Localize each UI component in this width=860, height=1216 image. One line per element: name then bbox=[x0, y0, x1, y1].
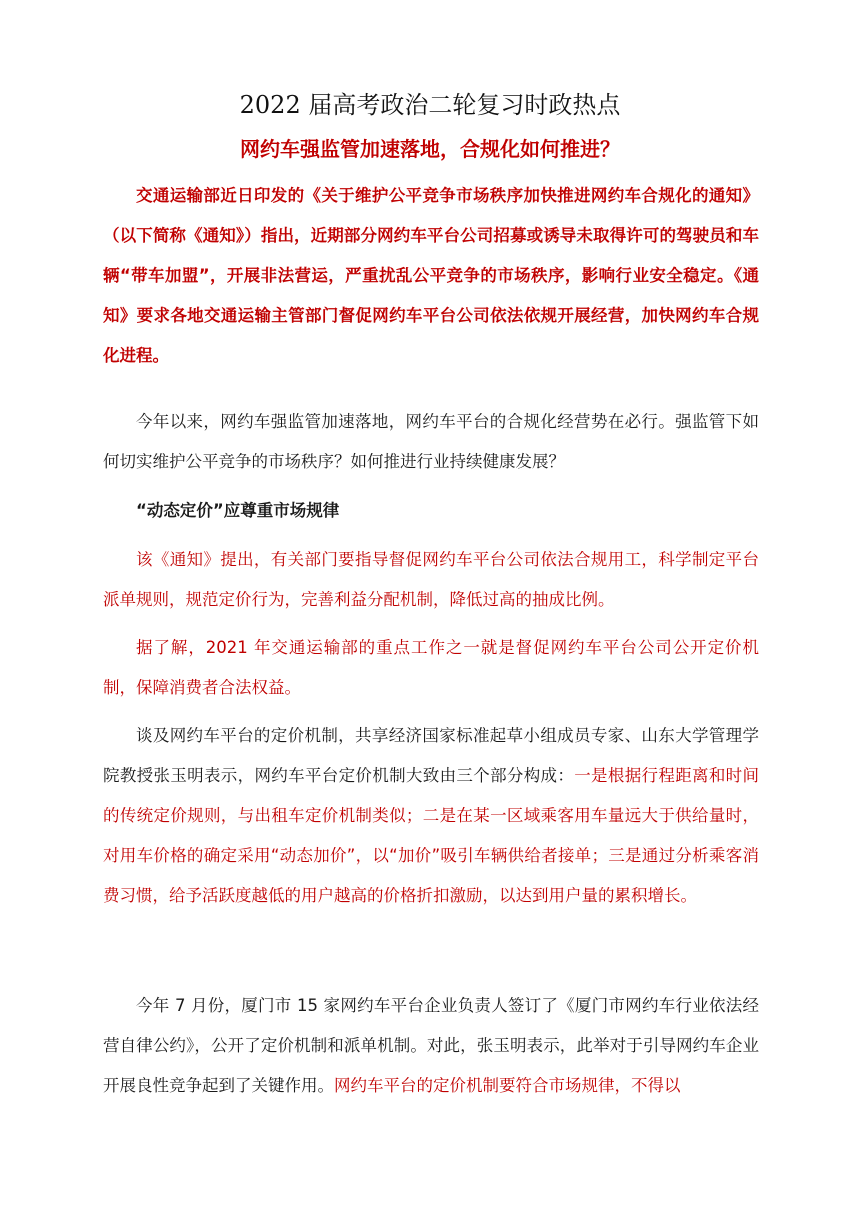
xiamen-text: 今年 7 月份，厦门市 15 家网约车平台企业负责人签订了《厦门市网约车行业依法经营自律公约》，公开了定价机制和派单机制。对此，张玉明表示，此举对于引导网约车企业开展良性竞争起到了关键作用。 bbox=[103, 996, 759, 1095]
paragraph-intro: 今年以来，网约车强监管加速落地，网约车平台的合规化经营势在必行。强监管下如何切实维护公平竞争的市场秩序？如何推进行业持续健康发展？ bbox=[103, 412, 759, 471]
paragraph-notice: 交通运输部近日印发的《关于维护公平竞争市场秩序加快推进网约车合规化的通知》（以下简称《通知》）指出，近期部分网约车平台公司招募或诱导未取得许可的驾驶员和车辆“带车加盟”，开展非法营运，严重扰乱公平竞争的市场秩序，影响行业安全稳定。《通知》要求各地交通运输主管部门督促网约车平台公司依法依规开展经营，加快网约车合规化进程。 bbox=[103, 186, 759, 365]
paragraph-pricing-mechanism bbox=[103, 716, 759, 916]
document-title: 2022 届高考政治二轮复习时政热点 bbox=[239, 91, 621, 119]
section-heading: “动态定价”应尊重市场规律 bbox=[136, 501, 340, 520]
paragraph-xiamen bbox=[103, 986, 759, 1106]
article-headline: 网约车强监管加速落地，合规化如何推进？ bbox=[240, 137, 620, 161]
paragraph-requirements: 该《通知》提出，有关部门要指导督促网约车平台公司依法合规用工，科学制定平台派单规则，规范定价行为，完善利益分配机制，降低过高的抽成比例。 bbox=[103, 550, 759, 609]
paragraph-2021-work: 据了解，2021 年交通运输部的重点工作之一就是督促网约车平台公司公开定价机制，保障消费者合法权益。 bbox=[103, 638, 759, 697]
pricing-intro-text: 谈及网约车平台的定价机制，共享经济国家标准起草小组成员专家、山东大学管理学院教授张玉明表示，网约车平台定价机制大致由三个部分构成： bbox=[103, 726, 759, 785]
market-rule-text: 网约车平台的定价机制要符合市场规律，不得以 bbox=[334, 1076, 681, 1095]
pricing-three-parts-text: 一是根据行程距离和时间的传统定价规则，与出租车定价机制类似；二是在某一区域乘客用车量远大于供给量时，对用车价格的确定采用“动态加价”，以“加价”吸引车辆供给者接单；三是通过分析乘客消费习惯，给予活跃度越低的用户越高的价格折扣激励，以达到用户量的累积增长。 bbox=[103, 766, 760, 905]
